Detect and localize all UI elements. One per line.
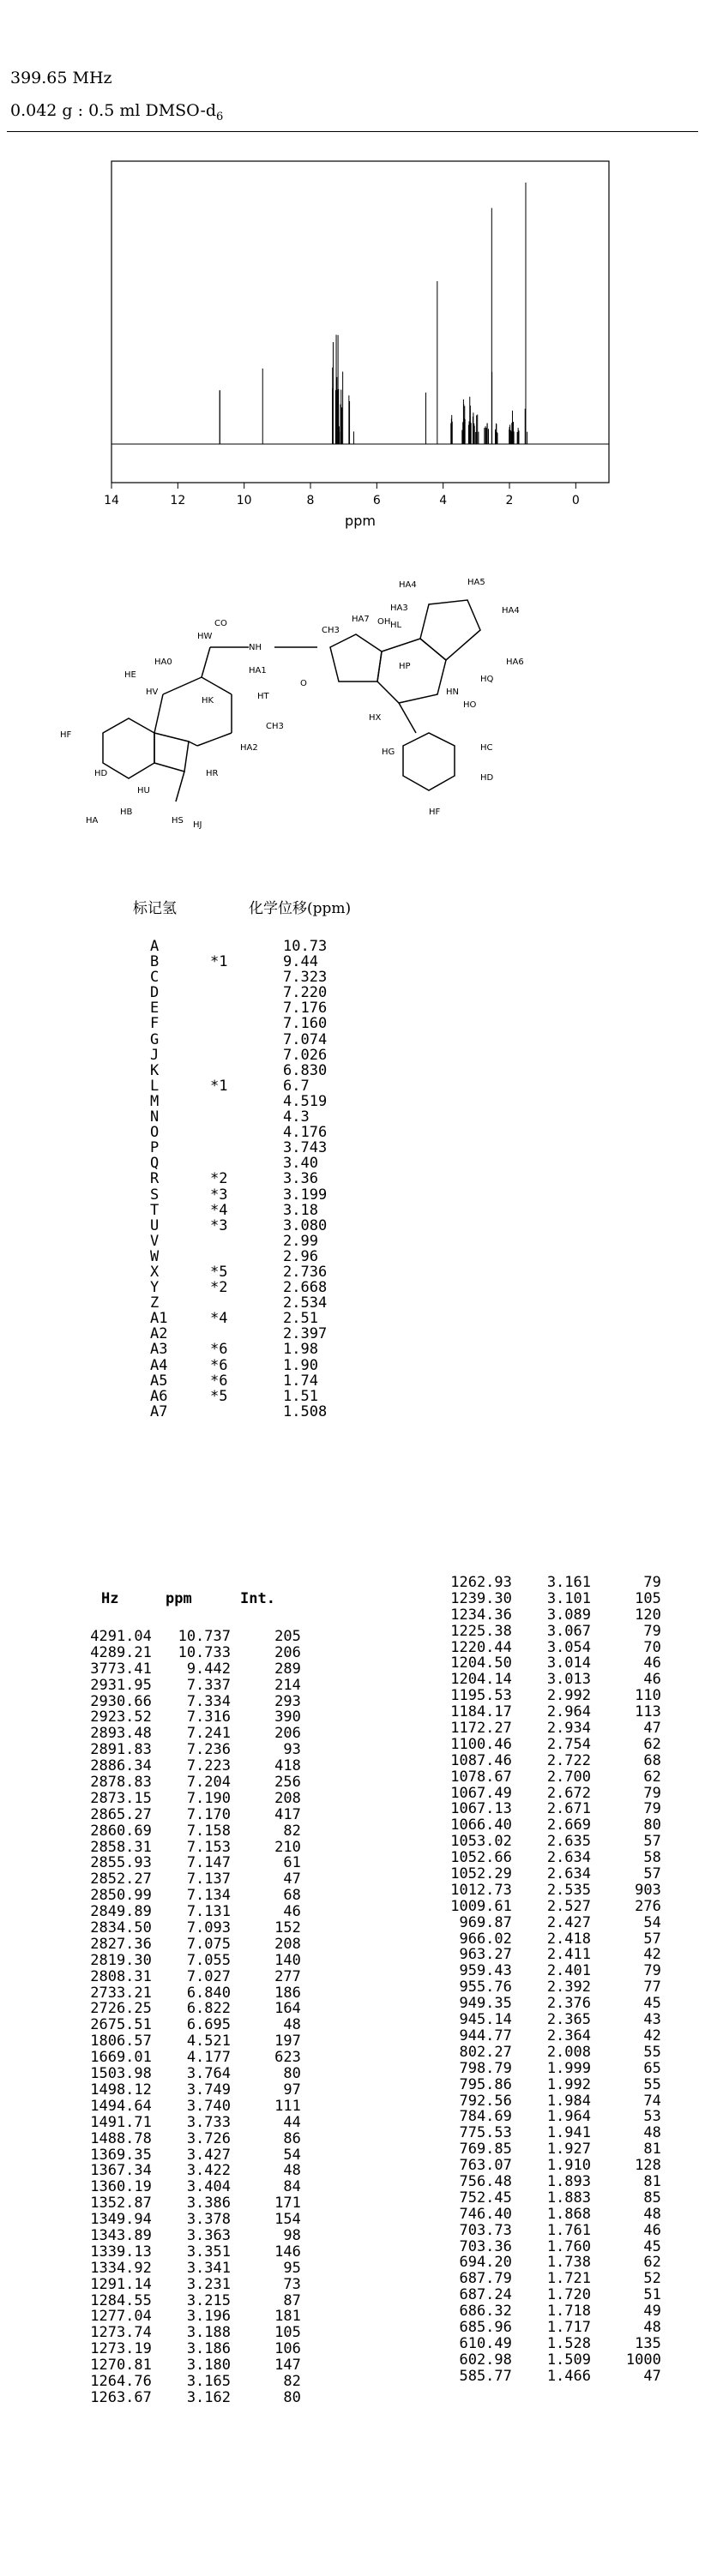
atom-label: HE <box>124 670 136 680</box>
shift-value-cell: 2.668 <box>283 1279 328 1297</box>
peak-row: 4291.04 10.737 205 <box>81 1628 301 1645</box>
atom-label: HD <box>94 769 108 778</box>
shift-label-cell: T <box>150 1201 160 1219</box>
shift-value-cell: 2.96 <box>283 1247 318 1265</box>
peak-row: 1352.87 3.386 171 <box>81 2195 301 2213</box>
x-axis-label: ppm <box>345 513 376 529</box>
shift-label-cell: W <box>150 1247 160 1265</box>
shift-value-cell: 7.176 <box>283 1000 328 1018</box>
shift-mark-cell: *3 <box>210 1216 228 1234</box>
benzene-ring <box>103 718 154 778</box>
peak-row: 2849.89 7.131 46 <box>81 1903 301 1921</box>
peak-row: 1503.98 3.764 80 <box>81 2065 301 2083</box>
peak-row: 1078.67 2.700 62 <box>442 1768 661 1786</box>
nmr-spectrum-chart <box>103 153 618 538</box>
shift-mark-cell <box>210 1048 227 1063</box>
peak-row: 763.07 1.910 128 <box>442 2157 661 2175</box>
peak-row: 2855.93 7.147 61 <box>81 1854 301 1872</box>
shift-value-cell: 3.080 <box>283 1216 328 1234</box>
peak-row: 602.98 1.509 1000 <box>442 2351 661 2369</box>
shift-mark-cell: *1 <box>210 953 228 971</box>
shift-value-cell: 7.160 <box>283 1015 328 1033</box>
shift-mark-cell <box>210 1016 227 1031</box>
peak-row: 1339.13 3.351 146 <box>81 2243 301 2261</box>
peak-header-hz: Hz <box>101 1590 119 1607</box>
shift-value-cell: 7.323 <box>283 969 328 987</box>
peak-row: 610.49 1.528 135 <box>442 2334 661 2352</box>
atom-label: HX <box>369 713 382 723</box>
peak-row: 2865.27 7.170 417 <box>81 1805 301 1823</box>
shift-value-cell: 2.51 <box>283 1310 318 1328</box>
atom-label: HF <box>429 808 441 817</box>
shift-mark-cell: *5 <box>210 1263 228 1281</box>
shift-label-cell: G <box>150 1030 160 1048</box>
shift-mark-cell <box>210 1295 227 1311</box>
peak-row: 1225.38 3.067 79 <box>442 1622 661 1640</box>
bond <box>399 703 416 733</box>
x-tick-label: 6 <box>372 494 381 507</box>
peak-row: 798.79 1.999 65 <box>442 2059 661 2077</box>
atom-label: HQ <box>480 675 494 684</box>
peak-row: 1263.67 3.162 80 <box>81 2388 301 2406</box>
peak-row: 1277.04 3.196 181 <box>81 2308 301 2326</box>
shift-label-cell: J <box>150 1046 160 1064</box>
shift-value-cell: 6.830 <box>283 1061 328 1079</box>
shift-label-cell: L <box>150 1077 160 1095</box>
peak-row: 2858.31 7.153 210 <box>81 1838 301 1856</box>
label-column-header: 标记氢 <box>133 900 177 917</box>
peak-row: 1284.55 3.215 87 <box>81 2291 301 2309</box>
shift-mark-cell <box>210 970 227 985</box>
sample-subscript: 6 <box>216 110 224 123</box>
shift-label-cell: M <box>150 1092 160 1110</box>
peak-row: 769.85 1.927 81 <box>442 2141 661 2159</box>
peak-row: 1491.71 3.733 44 <box>81 2113 301 2131</box>
atom-label: HJ <box>193 820 202 830</box>
shift-mark-cell <box>210 1125 227 1140</box>
atom-label: HT <box>257 692 269 701</box>
peak-row: 2850.99 7.134 68 <box>81 1887 301 1905</box>
peak-row: 945.14 2.365 43 <box>442 2011 661 2029</box>
bond <box>163 677 202 694</box>
atom-label: HA5 <box>467 578 485 587</box>
molecular-structure-diagram <box>0 566 705 909</box>
peak-row: 746.40 1.868 48 <box>442 2205 661 2223</box>
atom-label: HA7 <box>352 615 370 624</box>
atom-label: HA6 <box>506 658 524 667</box>
peak-row: 949.35 2.376 45 <box>442 1995 661 2013</box>
shift-value-cell: 4.519 <box>283 1092 328 1110</box>
shift-mark-cell <box>210 939 227 954</box>
peak-row: 2827.36 7.075 208 <box>81 1935 301 1953</box>
peak-row: 1291.14 3.231 73 <box>81 2275 301 2293</box>
peak-row: 1343.89 3.363 98 <box>81 2226 301 2244</box>
peak-header-ppm: ppm <box>166 1590 192 1607</box>
peak-row: 1498.12 3.749 97 <box>81 2081 301 2099</box>
atom-label: HG <box>382 748 395 757</box>
spectrum-peaks <box>220 183 527 444</box>
atom-label: HC <box>480 743 493 753</box>
peak-row: 685.96 1.717 48 <box>442 2318 661 2336</box>
peak-row: 2893.48 7.241 206 <box>81 1725 301 1743</box>
bond <box>202 647 210 677</box>
peak-row: 1087.46 2.722 68 <box>442 1751 661 1769</box>
peak-row: 944.77 2.364 42 <box>442 2027 661 2045</box>
shift-value-cell: 4.3 <box>283 1108 310 1126</box>
bond <box>202 677 232 694</box>
atom-label: O <box>300 679 307 688</box>
spectrometer-frequency: 399.65 MHz <box>10 69 112 87</box>
shift-mark-cell: *2 <box>210 1279 228 1297</box>
shift-mark-cell <box>210 985 227 1000</box>
atom-label: HS <box>172 816 184 826</box>
peak-row: 2726.25 6.822 164 <box>81 2000 301 2018</box>
peak-header-int: Int. <box>240 1590 275 1607</box>
pyrrole-ring <box>154 733 189 772</box>
peak-row: 2923.52 7.316 390 <box>81 1708 301 1726</box>
shift-label-cell: A2 <box>150 1325 168 1343</box>
shift-value-cell: 1.508 <box>283 1402 328 1420</box>
peak-list-left <box>81 1629 301 2406</box>
peak-row: 2675.51 6.695 48 <box>81 2016 301 2034</box>
peak-row: 1273.19 3.186 106 <box>81 2340 301 2358</box>
shift-label-cell: N <box>150 1108 160 1126</box>
shift-label-cell: Q <box>150 1155 160 1173</box>
x-tick-label: 12 <box>170 494 186 507</box>
peak-row: 1195.53 2.992 110 <box>442 1687 661 1705</box>
atom-label: HA4 <box>399 580 417 590</box>
peak-row: 1367.34 3.422 48 <box>81 2162 301 2180</box>
shift-value-cell: 1.98 <box>283 1341 318 1359</box>
shift-label-cell: X <box>150 1263 160 1281</box>
peak-row: 2931.95 7.337 214 <box>81 1676 301 1694</box>
phenyl-ring <box>403 733 455 790</box>
peak-row: 2852.27 7.137 47 <box>81 1870 301 1888</box>
peak-row: 1220.44 3.054 70 <box>442 1638 661 1656</box>
peak-row: 963.27 2.411 42 <box>442 1946 661 1964</box>
peak-row: 2878.83 7.204 256 <box>81 1774 301 1792</box>
shift-value-cell: 3.743 <box>283 1139 328 1157</box>
peak-row: 969.87 2.427 54 <box>442 1913 661 1931</box>
shift-value-cell: 2.397 <box>283 1325 328 1343</box>
atom-label: HD <box>480 773 494 783</box>
atom-label: HA <box>86 816 99 826</box>
peak-row: 959.43 2.401 79 <box>442 1962 661 1980</box>
shift-value-cell: 1.90 <box>283 1356 318 1374</box>
shift-label-cell: V <box>150 1232 160 1250</box>
peak-row: 1349.94 3.378 154 <box>81 2211 301 2229</box>
shift-label-cell: O <box>150 1124 160 1142</box>
shift-value-cell: 3.18 <box>283 1201 318 1219</box>
shift-mark-cell: *5 <box>210 1387 228 1405</box>
shift-values <box>283 939 327 1420</box>
peak-row: 792.56 1.984 74 <box>442 2092 661 2110</box>
peak-row: 1172.27 2.934 47 <box>442 1720 661 1738</box>
shift-label-cell: Y <box>150 1279 160 1297</box>
peak-row: 752.45 1.883 85 <box>442 2189 661 2207</box>
atom-label: HF <box>60 730 72 740</box>
peak-row: 1360.19 3.404 84 <box>81 2178 301 2196</box>
shift-marks <box>210 939 227 1420</box>
peak-list-right <box>442 1575 661 2385</box>
atom-label: HU <box>137 786 150 796</box>
peak-row: 784.69 1.964 53 <box>442 2108 661 2126</box>
shift-label-cell: A1 <box>150 1310 168 1328</box>
atom-label: HO <box>463 700 477 710</box>
shift-label-cell: K <box>150 1061 160 1079</box>
peak-row: 1239.30 3.101 105 <box>442 1589 661 1607</box>
atom-label: HR <box>206 769 219 778</box>
shift-label-cell: S <box>150 1186 160 1204</box>
shift-labels <box>150 939 167 1420</box>
peak-row: 3773.41 9.442 289 <box>81 1660 301 1678</box>
peak-row: 2930.66 7.334 293 <box>81 1692 301 1710</box>
atom-label: HP <box>399 662 411 671</box>
shift-label-cell: A6 <box>150 1387 168 1405</box>
shift-label-cell: E <box>150 1000 160 1018</box>
atom-label: CO <box>214 619 227 628</box>
atom-label: HV <box>146 688 159 697</box>
atom-label: HK <box>202 696 214 706</box>
peak-row: 1067.13 2.671 79 <box>442 1800 661 1818</box>
atom-label: HA0 <box>154 658 172 667</box>
peak-row: 686.32 1.718 49 <box>442 2303 661 2321</box>
peak-row: 2733.21 6.840 186 <box>81 1984 301 2002</box>
peak-row: 687.79 1.721 52 <box>442 2270 661 2288</box>
peak-row: 1262.93 3.161 79 <box>442 1574 661 1591</box>
shift-label-cell: A3 <box>150 1341 168 1359</box>
peak-row: 2819.30 7.055 140 <box>81 1951 301 1969</box>
atom-label: OH <box>377 617 391 627</box>
shift-value-cell: 2.99 <box>283 1232 318 1250</box>
shift-column-header: 化学位移(ppm) <box>249 900 352 917</box>
shift-value-cell: 6.7 <box>283 1077 310 1095</box>
peak-row: 1066.40 2.669 80 <box>442 1816 661 1834</box>
shift-value-cell: 10.73 <box>283 938 328 955</box>
peak-row: 1053.02 2.635 57 <box>442 1833 661 1851</box>
x-tick-label: 10 <box>236 494 252 507</box>
shift-mark-cell <box>210 1032 227 1048</box>
shift-mark-cell <box>210 1234 227 1249</box>
x-tick-label: 2 <box>505 494 514 507</box>
atom-label: HW <box>197 632 213 641</box>
piperazine-ring <box>377 639 446 703</box>
atom-label: CH3 <box>322 626 340 635</box>
x-tick-label: 0 <box>571 494 580 507</box>
peak-row: 1264.76 3.165 82 <box>81 2372 301 2390</box>
shift-mark-cell <box>210 1094 227 1109</box>
atom-label: HA1 <box>249 666 267 676</box>
shift-mark-cell: *1 <box>210 1077 228 1095</box>
peak-row: 2873.15 7.190 208 <box>81 1789 301 1807</box>
peak-row: 1270.81 3.180 147 <box>81 2357 301 2375</box>
shift-label-cell: C <box>150 969 160 987</box>
sample-info <box>10 101 223 123</box>
bond <box>189 742 197 746</box>
shift-mark-cell <box>210 1109 227 1125</box>
shift-value-cell: 4.176 <box>283 1124 328 1142</box>
atom-label: HA4 <box>502 606 520 615</box>
shift-mark-cell <box>210 1326 227 1342</box>
shift-label-cell: U <box>150 1216 160 1234</box>
shift-mark-cell: *6 <box>210 1372 228 1390</box>
peak-row: 703.73 1.761 46 <box>442 2221 661 2239</box>
peak-row: 1012.73 2.535 903 <box>442 1881 661 1899</box>
peak-row: 1494.64 3.740 111 <box>81 2097 301 2115</box>
peak-row: 1184.17 2.964 113 <box>442 1703 661 1721</box>
shift-label-cell: Z <box>150 1294 160 1312</box>
shift-mark-cell: *2 <box>210 1170 228 1188</box>
header-divider <box>7 131 698 132</box>
shift-mark-cell <box>210 1140 227 1156</box>
peak-row: 1369.35 3.427 54 <box>81 2146 301 2164</box>
shift-label-cell: B <box>150 953 160 971</box>
sample-text: 0.042 g : 0.5 ml DMSO-d <box>10 101 217 120</box>
peak-row: 2808.31 7.027 277 <box>81 1967 301 1985</box>
shift-label-cell: A7 <box>150 1402 168 1420</box>
peak-row: 1273.74 3.188 105 <box>81 2324 301 2342</box>
shift-mark-cell <box>210 1249 227 1264</box>
shift-value-cell: 1.51 <box>283 1387 318 1405</box>
atom-label: NH <box>249 643 262 652</box>
peak-row: 795.86 1.992 55 <box>442 2075 661 2093</box>
peak-row: 2834.50 7.093 152 <box>81 1919 301 1937</box>
peak-row: 1204.50 3.014 46 <box>442 1654 661 1672</box>
x-tick-label: 8 <box>306 494 315 507</box>
shift-mark-cell: *6 <box>210 1356 228 1374</box>
atom-label: HN <box>446 688 459 697</box>
oxazolidine-ring <box>330 634 382 682</box>
shift-value-cell: 7.026 <box>283 1046 328 1064</box>
bond <box>197 733 232 746</box>
bond <box>176 772 184 802</box>
shift-mark-cell: *3 <box>210 1186 228 1204</box>
peak-row: 2891.83 7.236 93 <box>81 1741 301 1759</box>
peak-row: 4289.21 10.733 206 <box>81 1643 301 1661</box>
shift-label-cell: A5 <box>150 1372 168 1390</box>
shift-mark-cell <box>210 1000 227 1016</box>
atom-label: HL <box>390 621 402 630</box>
atom-label: CH3 <box>266 722 284 731</box>
peak-row: 2860.69 7.158 82 <box>81 1822 301 1840</box>
bond <box>154 694 163 733</box>
peak-row: 802.27 2.008 55 <box>442 2043 661 2061</box>
shift-label-cell: F <box>150 1015 160 1033</box>
shift-label-cell: R <box>150 1170 160 1188</box>
shift-mark-cell <box>210 1404 227 1420</box>
shift-value-cell: 3.40 <box>283 1155 318 1173</box>
peak-row: 1806.57 4.521 197 <box>81 2033 301 2051</box>
peak-row: 1334.92 3.341 95 <box>81 2259 301 2277</box>
shift-label-cell: D <box>150 984 160 1002</box>
shift-value-cell: 3.36 <box>283 1170 318 1188</box>
peak-row: 756.48 1.893 81 <box>442 2172 661 2190</box>
shift-value-cell: 2.736 <box>283 1263 328 1281</box>
peak-row: 1100.46 2.754 62 <box>442 1735 661 1753</box>
shift-value-cell: 7.220 <box>283 984 328 1002</box>
shift-mark-cell: *4 <box>210 1201 228 1219</box>
peak-row: 955.76 2.392 77 <box>442 1979 661 1997</box>
peak-row: 1052.66 2.634 58 <box>442 1849 661 1867</box>
shift-mark-cell <box>210 1156 227 1171</box>
shift-mark-cell: *6 <box>210 1341 228 1359</box>
peak-row: 2886.34 7.223 418 <box>81 1757 301 1775</box>
shift-value-cell: 3.199 <box>283 1186 328 1204</box>
peak-row: 703.36 1.760 45 <box>442 2237 661 2255</box>
pyrrolidine-ring <box>420 600 480 660</box>
shift-label-cell: P <box>150 1139 160 1157</box>
peak-row: 775.53 1.941 48 <box>442 2124 661 2142</box>
peak-row: 1009.61 2.527 276 <box>442 1897 661 1915</box>
peak-row: 1488.78 3.726 86 <box>81 2129 301 2147</box>
x-axis-ticks <box>104 483 580 507</box>
peak-row: 1234.36 3.089 120 <box>442 1606 661 1624</box>
peak-row: 687.24 1.720 51 <box>442 2286 661 2304</box>
peak-row: 1052.29 2.634 57 <box>442 1865 661 1883</box>
atom-label: HA2 <box>240 743 258 753</box>
plot-frame <box>111 161 609 483</box>
peak-row: 694.20 1.738 62 <box>442 2254 661 2272</box>
shift-value-cell: 7.074 <box>283 1030 328 1048</box>
shift-value-cell: 1.74 <box>283 1372 318 1390</box>
shift-label-cell: A4 <box>150 1356 168 1374</box>
shift-label-cell: A <box>150 938 160 955</box>
peak-row: 1669.01 4.177 623 <box>81 2049 301 2067</box>
x-tick-label: 4 <box>439 494 448 507</box>
atom-label: HB <box>120 808 133 817</box>
shift-value-cell: 9.44 <box>283 953 318 971</box>
shift-mark-cell: *4 <box>210 1310 228 1328</box>
peak-row: 1204.14 3.013 46 <box>442 1671 661 1689</box>
atom-label: HA3 <box>390 603 408 613</box>
peak-row: 1067.49 2.672 79 <box>442 1784 661 1802</box>
x-tick-label: 14 <box>104 494 119 507</box>
shift-value-cell: 2.534 <box>283 1294 328 1312</box>
peak-row: 585.77 1.466 47 <box>442 2367 661 2385</box>
shift-mark-cell <box>210 1063 227 1078</box>
peak-row: 966.02 2.418 57 <box>442 1930 661 1948</box>
